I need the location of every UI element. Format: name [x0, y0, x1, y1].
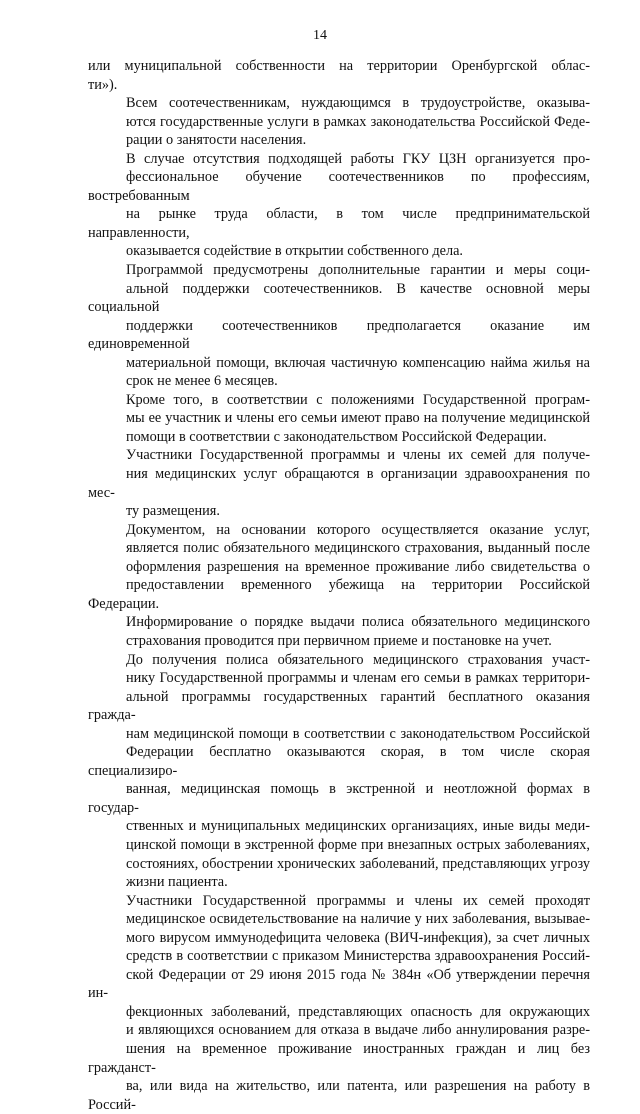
text-line: ния медицинских услуг обращаются в организации здравоохранения по мес- — [88, 466, 590, 501]
text-line: жизни пациента. — [126, 874, 228, 891]
text-line: ской Федерации от 29 июня 2015 года № 384н «Об утверждении перечня ин- — [88, 966, 590, 1002]
text-line: медицинское освидетельствование на наличие у них заболевания, вызывае- — [126, 911, 590, 928]
text-line: ти»). — [88, 76, 118, 93]
text-line: или муниципальной собственности на территории Оренбургской облас- — [88, 58, 590, 74]
text-line: В случае отсутствия подходящей работы ГКУ ЦЗН организуется про- — [126, 150, 590, 167]
text-line: цинской помощи в экстренной форме при внезапных острых заболеваниях, — [126, 836, 590, 853]
text-line: и являющихся основанием для отказа в выдаче либо аннулирования разре- — [126, 1022, 590, 1039]
paragraph — [88, 446, 590, 520]
text-line: Программой предусмотрены дополнительные гарантии и меры соци- — [126, 262, 590, 279]
text-line: нику Государственной программы и членам его семьи в рамках территори- — [126, 670, 590, 687]
text-line: Участники Государственной программы и члены их семей проходят — [126, 892, 590, 909]
text-line: оказывается содействие в открытии собственного дела. — [126, 243, 464, 260]
text-line: Федерации бесплатно оказываются скорая, в том числе скорая специализиро- — [88, 744, 590, 779]
paragraph — [88, 261, 590, 391]
text-line: страхования проводится при первичном приеме и постановке на учет. — [126, 632, 552, 649]
text-line: альной программы государственных гарантий бесплатного оказания гражда- — [88, 688, 590, 724]
text-line: предоставлении временного убежища на территории Российской Федерации. — [88, 577, 590, 612]
paragraph — [88, 651, 590, 892]
paragraph — [88, 94, 590, 150]
text-line: средств в соответствии с приказом Министерства здравоохранения Россий- — [126, 948, 590, 965]
text-line: ственных и муниципальных медицинских организациях, иные виды меди- — [126, 818, 590, 835]
paragraph — [88, 391, 590, 447]
text-line: на рынке труда области, в том числе предпринимательской направленности, — [88, 206, 590, 241]
text-line: Информирование о порядке выдачи полиса обязательного медицинского — [126, 614, 590, 631]
text-line: ту размещения. — [126, 503, 220, 520]
text-line: Документом, на основании которого осуществляется оказание услуг, — [126, 521, 590, 538]
paragraph — [88, 150, 590, 261]
text-line: Всем соотечественникам, нуждающимся в трудоустройстве, оказыва- — [126, 95, 590, 112]
text-line: нам медицинской помощи в соответствии с законодательством Российской — [126, 725, 590, 742]
text-line: альной поддержки соотечественников. В качестве основной меры социальной — [88, 280, 590, 316]
paragraph — [88, 892, 590, 1114]
text-line: Участники Государственной программы и члены их семей для получе- — [126, 447, 590, 464]
text-line: мы ее участник и члены его семьи имеют право на получение медицинской — [126, 410, 590, 427]
text-line: помощи в соответствии с законодательством Российской Федерации. — [126, 428, 547, 445]
text-line: оформления разрешения на временное проживание либо свидетельства о — [126, 558, 590, 575]
text-line: поддержки соотечественников предполагается оказание им единовременной — [88, 317, 590, 353]
text-line: шения на временное проживание иностранных граждан и лиц без гражданст- — [88, 1040, 590, 1076]
text-line: фекционных заболеваний, представляющих опасность для окружающих — [126, 1003, 590, 1020]
page-number: 14 — [313, 28, 327, 43]
text-line: мого вирусом иммунодефицита человека (ВИЧ-инфекция), за счет личных — [126, 929, 590, 946]
text-line: фессиональное обучение соотечественников по профессиям, востребованным — [88, 169, 590, 204]
text-line: До получения полиса обязательного медицинского страхования участ- — [126, 651, 590, 668]
paragraph — [88, 57, 590, 94]
document-body — [88, 57, 590, 1114]
text-line: Кроме того, в соответствии с положениями Государственной програм- — [126, 391, 590, 408]
text-line: рации о занятости населения. — [126, 132, 307, 149]
text-line: материальной помощи, включая частичную компенсацию найма жилья на — [126, 354, 590, 371]
text-line: ванная, медицинская помощь в экстренной и неотложной формах в государ- — [88, 781, 590, 816]
text-line: ва, или вида на жительство, или патента, или разрешения на работу в Россий- — [88, 1078, 590, 1113]
text-line: срок не менее 6 месяцев. — [126, 373, 278, 390]
text-line: ются государственные услуги в рамках законодательства Российской Феде- — [126, 113, 590, 130]
text-line: состояниях, обострении хронических заболеваний, представляющих угрозу — [126, 855, 590, 872]
text-line: является полис обязательного медицинского страхования, выданный после — [126, 540, 590, 557]
paragraph — [88, 521, 590, 651]
